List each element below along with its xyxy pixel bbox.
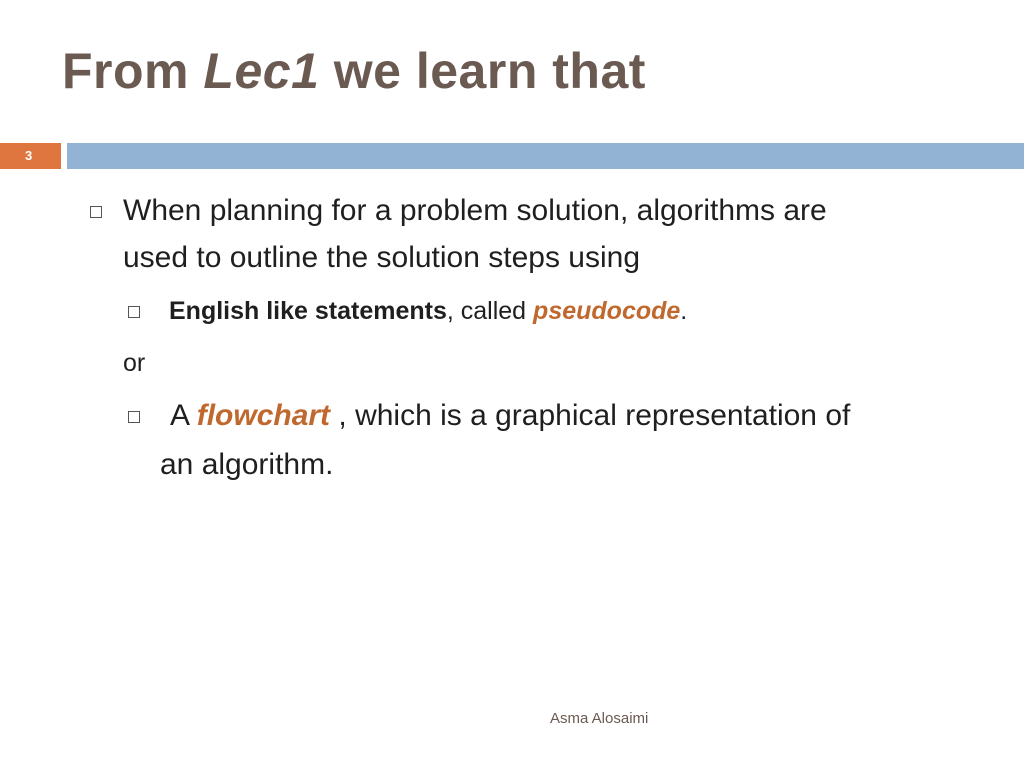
sub-bullet1 [169, 297, 687, 326]
bullet1-line2: used to outline the solution steps using [123, 241, 641, 274]
slide-title [62, 42, 646, 100]
sub-bullet-box-icon [128, 306, 140, 318]
sub2-rest: , which is a graphical representation of [330, 399, 851, 432]
slide-number-bar [0, 143, 61, 169]
title-italic: Lec1 [203, 43, 320, 99]
bullet-box-icon [90, 206, 102, 218]
footer-author: Asma Alosaimi [550, 710, 649, 727]
bullet1-line1: When planning for a problem solution, algorithms are [123, 194, 827, 227]
title-part1: From [62, 43, 204, 99]
sub1-end: . [680, 297, 688, 325]
pseudocode-term: pseudocode [533, 297, 681, 325]
title-part2: we learn that [319, 43, 646, 99]
sub2-prefix: A [170, 399, 197, 432]
or-text: or [123, 349, 146, 377]
sub-bullet2-line1 [170, 399, 850, 433]
sub1-text: , called [446, 297, 534, 325]
header-bar [67, 143, 1024, 169]
sub-bullet2-line2: an algorithm. [160, 448, 334, 481]
sub-bullet-box-icon [128, 411, 140, 423]
slide-number: 3 [25, 148, 33, 163]
sub1-bold-text: English like statements [169, 297, 447, 325]
flowchart-term: flowchart [196, 399, 331, 432]
